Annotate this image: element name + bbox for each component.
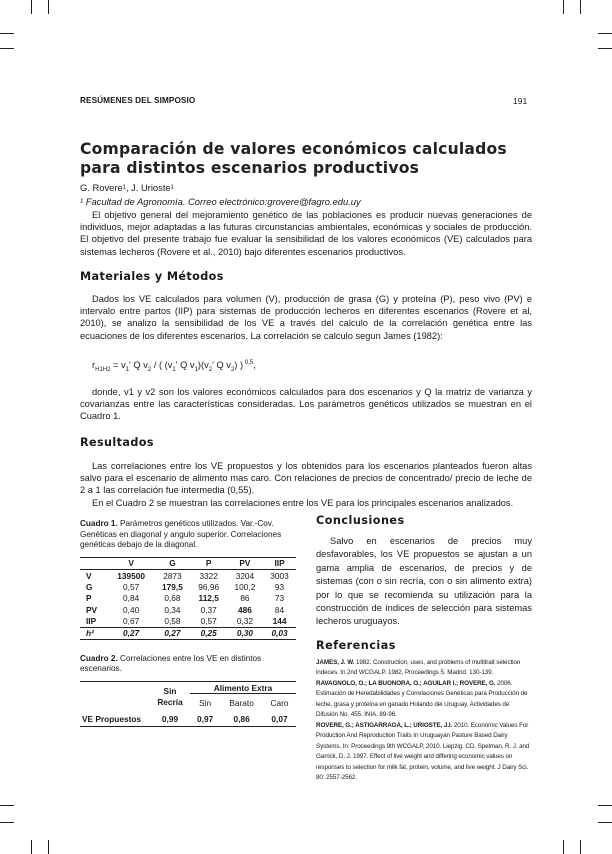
crop-mark [0, 822, 14, 823]
results-paragraph: Las correlaciones entre los VE propuestos y los obtenidos para los escenarios planteados fueron altas salvo para el escenario de alimento mas caro. Con relaciones de precios de concentrado/ precio de leche de 2 a 1 las correlación fue intermedia (0,55). [80, 461, 532, 496]
table-row: PV 0,40 0,34 0,37 486 84 [86, 604, 285, 615]
affiliation: ¹ Facultad de Agronomía. Correo electrónico:grovere@fagro.edu.uy [80, 196, 361, 207]
table-row: V 139500 2873 3322 3204 3003 [86, 570, 289, 581]
conclusions-block [316, 514, 532, 784]
reference-item: RAVAGNOLO, O.; LA BUONORA, O.; AGUILAR I.; ROVERE, G. 2006. Estimación de Heredabilidades y Correlaciones Genéticas para Producción de leche, grasa y proteína en ganado Holando del Uruguay. Actividades de Difusión No. 455. INIA. 89-96. [316, 679, 528, 719]
table2-caption: Cuadro 2. Correlaciones entre los VE en distintos escenarios. [80, 653, 262, 674]
results-paragraph-2: En el Cuadro 2 se muestran las correlaciones entre los VE para los principales escenarios analizados. [92, 498, 514, 508]
crop-mark [0, 33, 14, 34]
methods-heading: Materiales y Métodos [80, 270, 224, 283]
crop-mark [48, 840, 49, 854]
table-row: P 0,84 0,68 112,5 86 73 [86, 593, 285, 604]
methods-paragraph-2: donde, v1 y v2 son los valores económicos calculados para dos escenarios y Q la matriz de varianza y covarianzas entre las características consideradas. Los parámetros genéticos utilizados se muestran en el Cuadro 1. [80, 387, 532, 422]
table1-block [80, 519, 295, 727]
crop-mark [563, 840, 564, 854]
crop-mark [580, 840, 581, 854]
genetic-parameters-table: V G P PV IIP V 139500 2873 3322 3204 3003 G 0,57 179,5 96,96 100,2 93 P 0,84 0,68 112,5 86 73 PV 0,40 0,34 0,37 486 84 IIP 0,67 0,58 0,57 0,32 144 h² 0,27 0,27 0,25 0,30 0,03 [80, 557, 296, 640]
reference-item: ROVERE, G.; ASTIGARRAGA, L.; URIOSTE, J.I. 2010. Economic Values For Production And Reproduction Traits In Uruguayan Pasture Based Dairy Systems. In: Proceedings 9th WCGALP, 2010. Liepzig. CD. Spelman, R. J. and Garrick, D. J. 1997. Effect of live weight and differing economic values on responses to selection for milk fat, protein, volume, and live weight. J Dairy Sci. 80: 2557-2562. [316, 721, 530, 782]
crop-mark [0, 805, 14, 806]
crop-mark [598, 48, 612, 49]
table-row: 0,99 0,97 0,86 0,07 [80, 711, 296, 727]
crop-mark [31, 0, 32, 14]
table1-caption: Cuadro 1. Parámetros genéticos utilizados. Var.-Cov. Genéticas en diagonal y angulo superior. Correlaciones genéticas debajo de la diagonal. [80, 519, 282, 550]
table-row: IIP 0,67 0,58 0,57 0,32 144 [86, 615, 287, 626]
crop-mark [0, 48, 14, 49]
article-title: Comparación de valores económicos calculados para distintos escenarios productivos [80, 140, 507, 177]
intro-paragraph: El objetivo general del mejoramiento genético de las poblaciones es producir nuevas generaciones de individuos, mejor adaptadas a las futuras circunstancias ambientales, económicas y sociales de producción. El objetivo del presente trabajo fue evaluar la sensibilidad de los valores económicos (VE) calculados para sistemas lecheros (Rovere et al., 2010) bajo diferentes escenarios productivos. [80, 210, 532, 257]
table-row: G 0,57 179,5 96,96 100,2 93 [86, 582, 285, 593]
table-row-h2: h² 0,27 0,27 0,25 0,30 0,03 [80, 627, 296, 639]
crop-mark [598, 822, 612, 823]
running-header: RESÚMENES DEL SIMPOSIO [80, 96, 196, 105]
methods-paragraph: Dados los VE calculados para volumen (V), producción de grasa (G) y proteína (P), peso vivo (PV) e intervalo entre partos (IIP) para sistemas de producción lecheros en diferentes escenarios (Rovere et al, 2010), se analizo la sensibilidad de los VE a través del calculo de la correlación genética entre las ecuaciones de los diferentes escenarios. La correlación se calculo segun James (1982): [80, 294, 532, 341]
crop-mark [580, 0, 581, 14]
correlation-formula: $r_{H1H2} = v_1'$ Q $v_2$ / ( ($v_1'$ Q $v_1)(v_2'$ Q $v_2$) ) $^{0,5}$, [92, 360, 256, 373]
crop-mark [31, 840, 32, 854]
crop-mark [563, 0, 564, 14]
conclusions-paragraph: Salvo en escenarios de precios muy desfavorables, los VE propuestos se ajustan a un gama amplia de escenarios, de precios y de sistemas (con o sin recría, con o sin alimento extra) por lo que se recomienda su utilización para la construcción de índices de selección para sistemas lecheros uruguayos. [316, 536, 532, 627]
reference-item: JAMES, J. W. 1982. Construction, uses, and problems of multitrait selection indeces. In 2nd WCGALP. 1982, Proceedings 5. Madrid. 130-139. [316, 658, 521, 677]
crop-mark [598, 805, 612, 806]
references-heading: Referencias [316, 638, 396, 652]
authors: G. Rovere¹, J. Urioste¹ [80, 182, 174, 193]
correlations-table: Sin Recría Alimento Extra VE Propuestos Sin Barato Caro 0,99 0,97 0,86 0,07 [80, 681, 296, 727]
conclusions-heading: Conclusiones [316, 514, 405, 527]
crop-mark [598, 33, 612, 34]
results-heading: Resultados [80, 436, 154, 449]
page-number: 191 [513, 96, 528, 106]
crop-mark [48, 0, 49, 14]
